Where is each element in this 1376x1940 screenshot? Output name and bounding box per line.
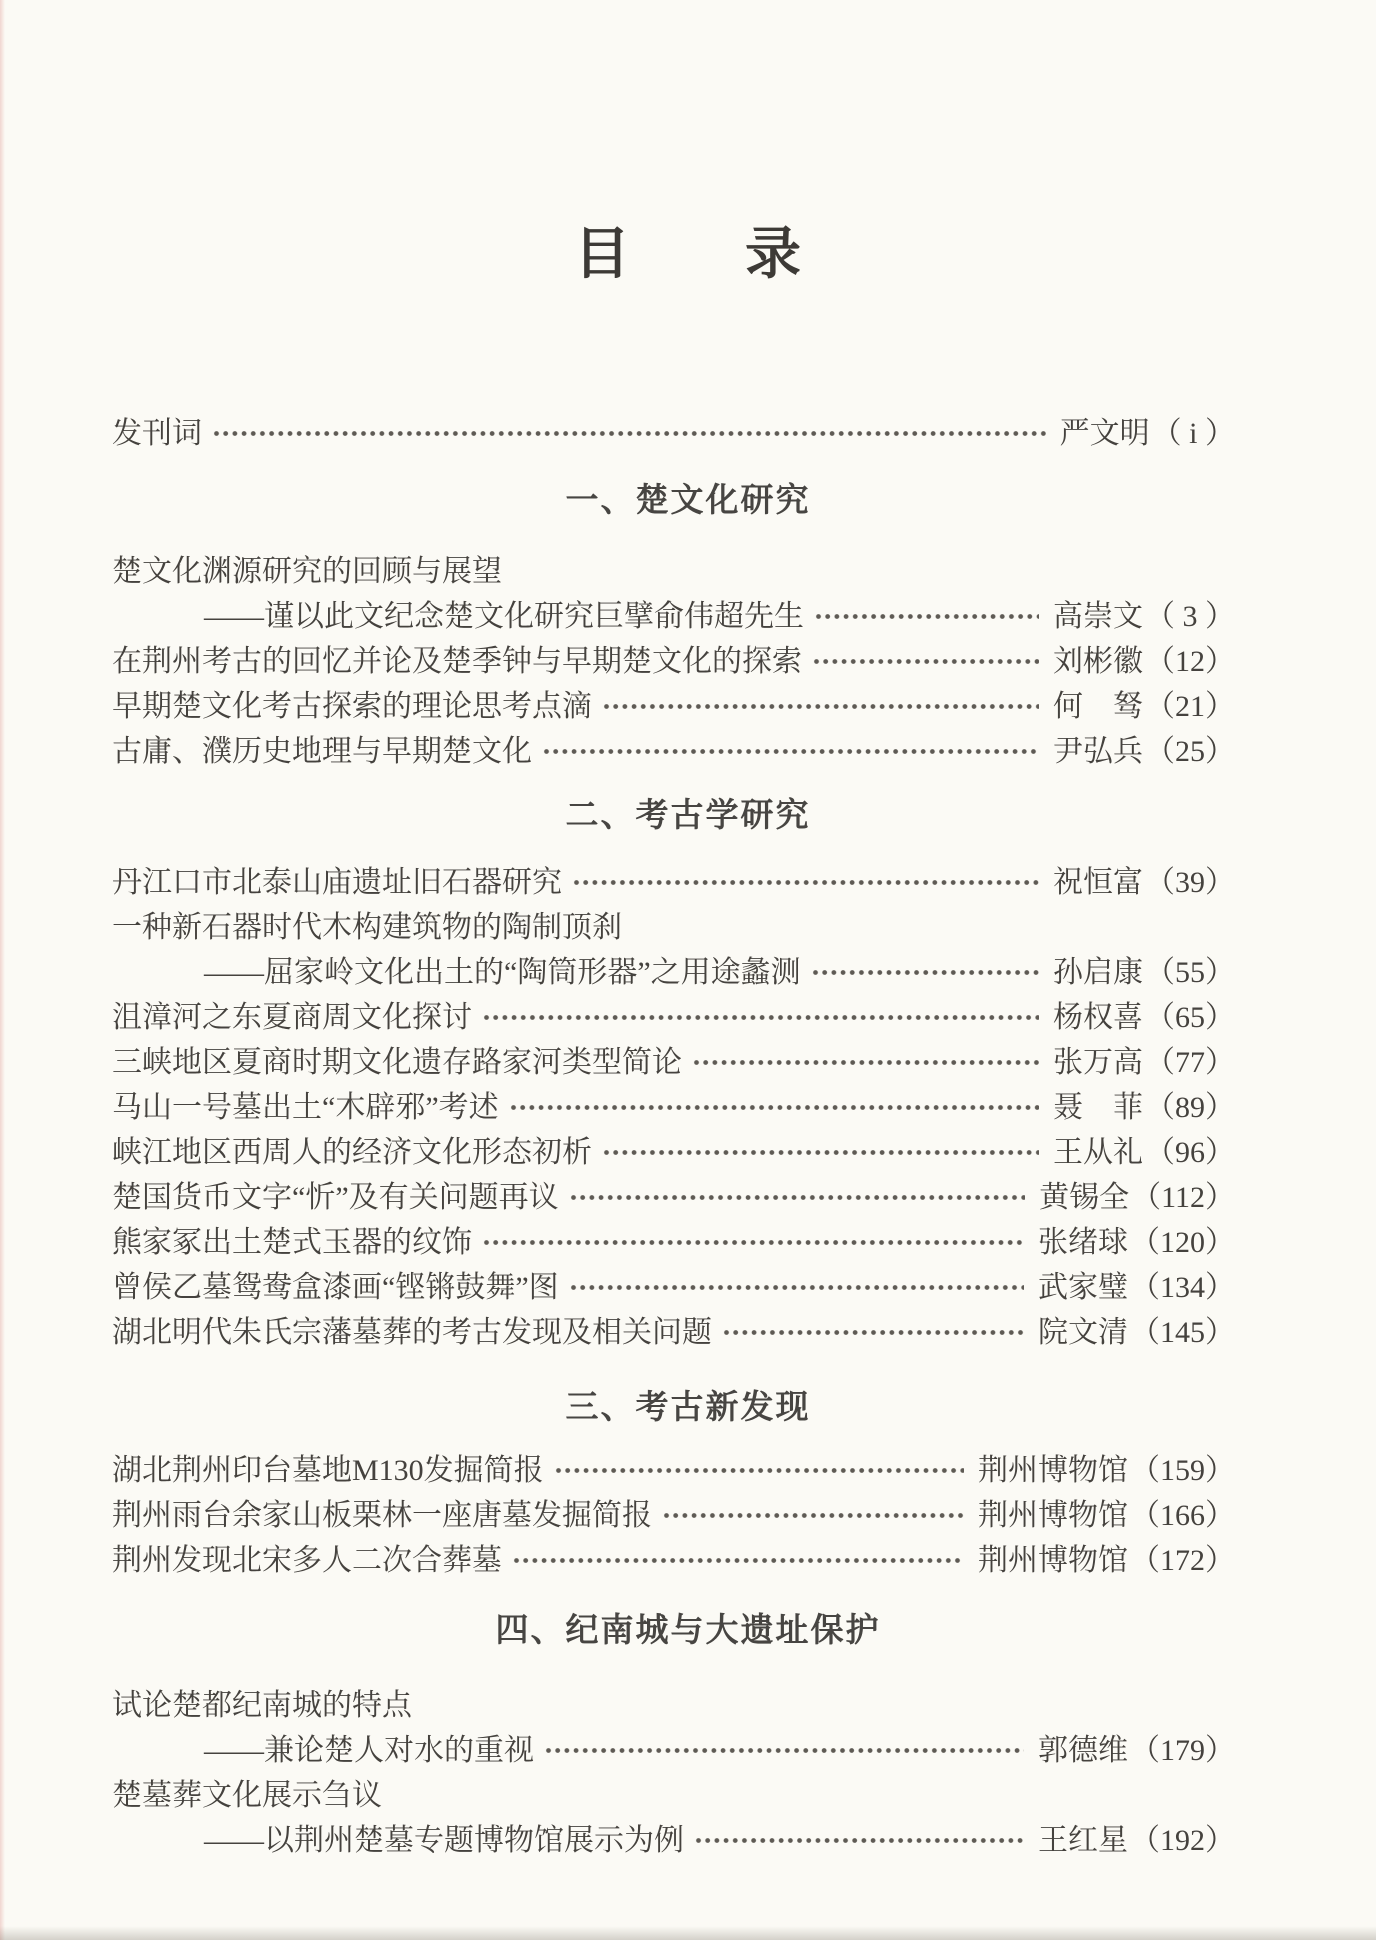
- entry-page-number: （96）: [1145, 1136, 1235, 1169]
- dot-leader: [512, 1538, 964, 1583]
- entry-author: 聂 菲: [1053, 1091, 1143, 1124]
- entry-author: 尹弘兵: [1053, 735, 1143, 768]
- entry-subtitle: ——谨以此文纪念楚文化研究巨擘俞伟超先生: [204, 600, 804, 633]
- toc-entry: [0, 1220, 1376, 1265]
- entry-title: 古庸、濮历史地理与早期楚文化: [112, 735, 532, 768]
- author-page: [1053, 729, 1235, 774]
- entry-author: 张绪球: [1038, 1226, 1128, 1259]
- dot-leader: [694, 1818, 1024, 1863]
- author-page: [1053, 1040, 1235, 1085]
- author-page: [1053, 950, 1235, 995]
- toc-entry: [0, 860, 1376, 905]
- entry-author: 何 驽: [1053, 690, 1143, 723]
- toc-entry: [0, 1538, 1376, 1583]
- entry-page-number: （ i ）: [1151, 417, 1235, 450]
- entry-title: 沮漳河之东夏商周文化探讨: [112, 1001, 472, 1034]
- entry-author: 杨权喜: [1053, 1001, 1143, 1034]
- author-page: [1053, 1130, 1235, 1175]
- author-page: [1039, 1175, 1235, 1220]
- entry-title: 三峡地区夏商时期文化遗存路家河类型简论: [112, 1046, 682, 1079]
- entry-author: 黄锡全: [1039, 1181, 1130, 1214]
- entry-author: 王红星: [1038, 1824, 1128, 1857]
- dot-leader: [692, 1040, 1039, 1085]
- dot-leader: [569, 1265, 1024, 1310]
- entry-title: 早期楚文化考古探索的理论思考点滴: [112, 690, 592, 723]
- entry-page-number: （77）: [1145, 1046, 1235, 1079]
- toc-entry: [0, 1265, 1376, 1310]
- entry-title: 峡江地区西周人的经济文化形态初析: [112, 1136, 592, 1169]
- entry-title: 湖北荆州印台墓地M130发掘简报: [112, 1454, 544, 1487]
- entry-page-number: （21）: [1145, 690, 1235, 723]
- dot-leader: [554, 1448, 964, 1493]
- entry-page-number: （39）: [1145, 866, 1235, 899]
- entry-page-number: （145）: [1130, 1316, 1235, 1349]
- entry-title: 马山一号墓出土“木辟邪”考述: [112, 1091, 499, 1124]
- entry-title: 一种新石器时代木构建筑物的陶制顶刹: [112, 911, 622, 944]
- entry-title: 试论楚都纪南城的特点: [112, 1689, 412, 1722]
- toc-entry: [0, 1130, 1376, 1175]
- dot-leader: [662, 1493, 964, 1538]
- dot-leader: [602, 684, 1039, 729]
- author-page: [1053, 995, 1235, 1040]
- author-page: [1038, 1728, 1235, 1773]
- toc-entry: [0, 995, 1376, 1040]
- toc-entry: [0, 729, 1376, 774]
- section-heading-4: 四、纪南城与大遗址保护: [495, 1611, 881, 1648]
- entry-title: 湖北明代朱氏宗藩墓葬的考古发现及相关问题: [112, 1316, 712, 1349]
- entry-author: 荆州博物馆: [978, 1544, 1128, 1577]
- entry-title: 在荆州考古的回忆并论及楚季钟与早期楚文化的探索: [112, 645, 802, 678]
- author-page: [1053, 594, 1235, 639]
- dot-leader: [812, 639, 1039, 684]
- entry-author: 王从礼: [1053, 1136, 1143, 1169]
- dot-leader: [212, 411, 1046, 456]
- toc-entry: [0, 1085, 1376, 1130]
- entry-page-number: （179）: [1130, 1734, 1235, 1767]
- toc-entry-sub-line: [0, 950, 1376, 995]
- author-page: [1060, 411, 1235, 456]
- entry-author: 孙启康: [1053, 956, 1143, 989]
- author-page: [1038, 1818, 1235, 1863]
- section-heading-3: 三、考古新发现: [565, 1388, 811, 1425]
- entry-subtitle: ——以荆州楚墓专题博物馆展示为例: [204, 1824, 684, 1857]
- entry-title: 楚国货币文字“忻”及有关问题再议: [112, 1181, 559, 1214]
- entry-title: 荆州发现北宋多人二次合葬墓: [112, 1544, 502, 1577]
- entry-page-number: （192）: [1130, 1824, 1235, 1857]
- entry-author: 祝恒富: [1053, 866, 1143, 899]
- entry-page-number: （25）: [1145, 735, 1235, 768]
- entry-author: 刘彬徽: [1053, 645, 1143, 678]
- toc-entry-title-line: [0, 1683, 1376, 1728]
- entry-page-number: （172）: [1130, 1544, 1235, 1577]
- entry-page-number: （166）: [1130, 1499, 1235, 1532]
- toc-entry-title-line: [0, 905, 1376, 950]
- entry-title: 楚文化渊源研究的回顾与展望: [112, 555, 502, 588]
- toc-entry: [0, 1493, 1376, 1538]
- entry-page-number: （55）: [1145, 956, 1235, 989]
- toc-entry-title-line: [0, 1773, 1376, 1818]
- dot-leader: [482, 995, 1039, 1040]
- entry-subtitle: ——兼论楚人对水的重视: [204, 1734, 534, 1767]
- dot-leader: [544, 1728, 1024, 1773]
- toc-entry-title-line: [0, 549, 1376, 594]
- toc-entry-sub-line: [0, 594, 1376, 639]
- dot-leader: [509, 1085, 1039, 1130]
- entry-page-number: （112）: [1131, 1181, 1235, 1214]
- author-page: [1053, 860, 1235, 905]
- section-heading-1: 一、楚文化研究: [565, 481, 811, 518]
- author-page: [1053, 639, 1235, 684]
- dot-leader: [811, 950, 1039, 995]
- toc-entry-foreword: [0, 411, 1376, 456]
- toc-entry: [0, 684, 1376, 729]
- dot-leader: [542, 729, 1039, 774]
- entry-title: 曾侯乙墓鸳鸯盒漆画“铿锵鼓舞”图: [112, 1271, 559, 1304]
- author-page: [1038, 1220, 1235, 1265]
- entry-title: 荆州雨台余家山板栗林一座唐墓发掘简报: [112, 1499, 652, 1532]
- entry-page-number: （120）: [1130, 1226, 1235, 1259]
- dot-leader: [814, 594, 1039, 639]
- entry-author: 郭德维: [1038, 1734, 1128, 1767]
- entry-page-number: （12）: [1145, 645, 1235, 678]
- page-title: 目 录: [574, 224, 802, 286]
- dot-leader: [569, 1175, 1025, 1220]
- toc-entry: [0, 1040, 1376, 1085]
- entry-author: 严文明: [1059, 417, 1150, 450]
- entry-author: 高崇文: [1053, 600, 1143, 633]
- toc-entry-sub-line: [0, 1818, 1376, 1863]
- entry-author: 院文清: [1038, 1316, 1128, 1349]
- entry-author: 武家璧: [1038, 1271, 1128, 1304]
- entry-author: 张万高: [1053, 1046, 1143, 1079]
- entry-page-number: （159）: [1130, 1454, 1235, 1487]
- author-page: [1053, 684, 1235, 729]
- toc-entry: [0, 1175, 1376, 1220]
- author-page: [978, 1493, 1235, 1538]
- entry-author: 荆州博物馆: [978, 1499, 1128, 1532]
- entry-title: 楚墓葬文化展示刍议: [112, 1779, 382, 1812]
- entry-title: 丹江口市北泰山庙遗址旧石器研究: [112, 866, 562, 899]
- dot-leader: [572, 860, 1039, 905]
- author-page: [978, 1448, 1235, 1493]
- entry-page-number: （65）: [1145, 1001, 1235, 1034]
- toc-entry: [0, 1310, 1376, 1355]
- author-page: [1053, 1085, 1235, 1130]
- dot-leader: [482, 1220, 1024, 1265]
- entry-title: 发刊词: [112, 417, 202, 450]
- author-page: [978, 1538, 1235, 1583]
- dot-leader: [722, 1310, 1024, 1355]
- toc-entry: [0, 639, 1376, 684]
- section-heading-2: 二、考古学研究: [565, 796, 811, 833]
- author-page: [1038, 1310, 1235, 1355]
- toc-entry: [0, 1448, 1376, 1493]
- entry-page-number: （ 3 ）: [1145, 600, 1235, 633]
- entry-title: 熊家冢出土楚式玉器的纹饰: [112, 1226, 472, 1259]
- entry-page-number: （134）: [1130, 1271, 1235, 1304]
- entry-subtitle: ——屈家岭文化出土的“陶筒形器”之用途蠡测: [204, 956, 801, 989]
- dot-leader: [602, 1130, 1039, 1175]
- entry-page-number: （89）: [1145, 1091, 1235, 1124]
- author-page: [1038, 1265, 1235, 1310]
- toc-entry-sub-line: [0, 1728, 1376, 1773]
- entry-author: 荆州博物馆: [978, 1454, 1128, 1487]
